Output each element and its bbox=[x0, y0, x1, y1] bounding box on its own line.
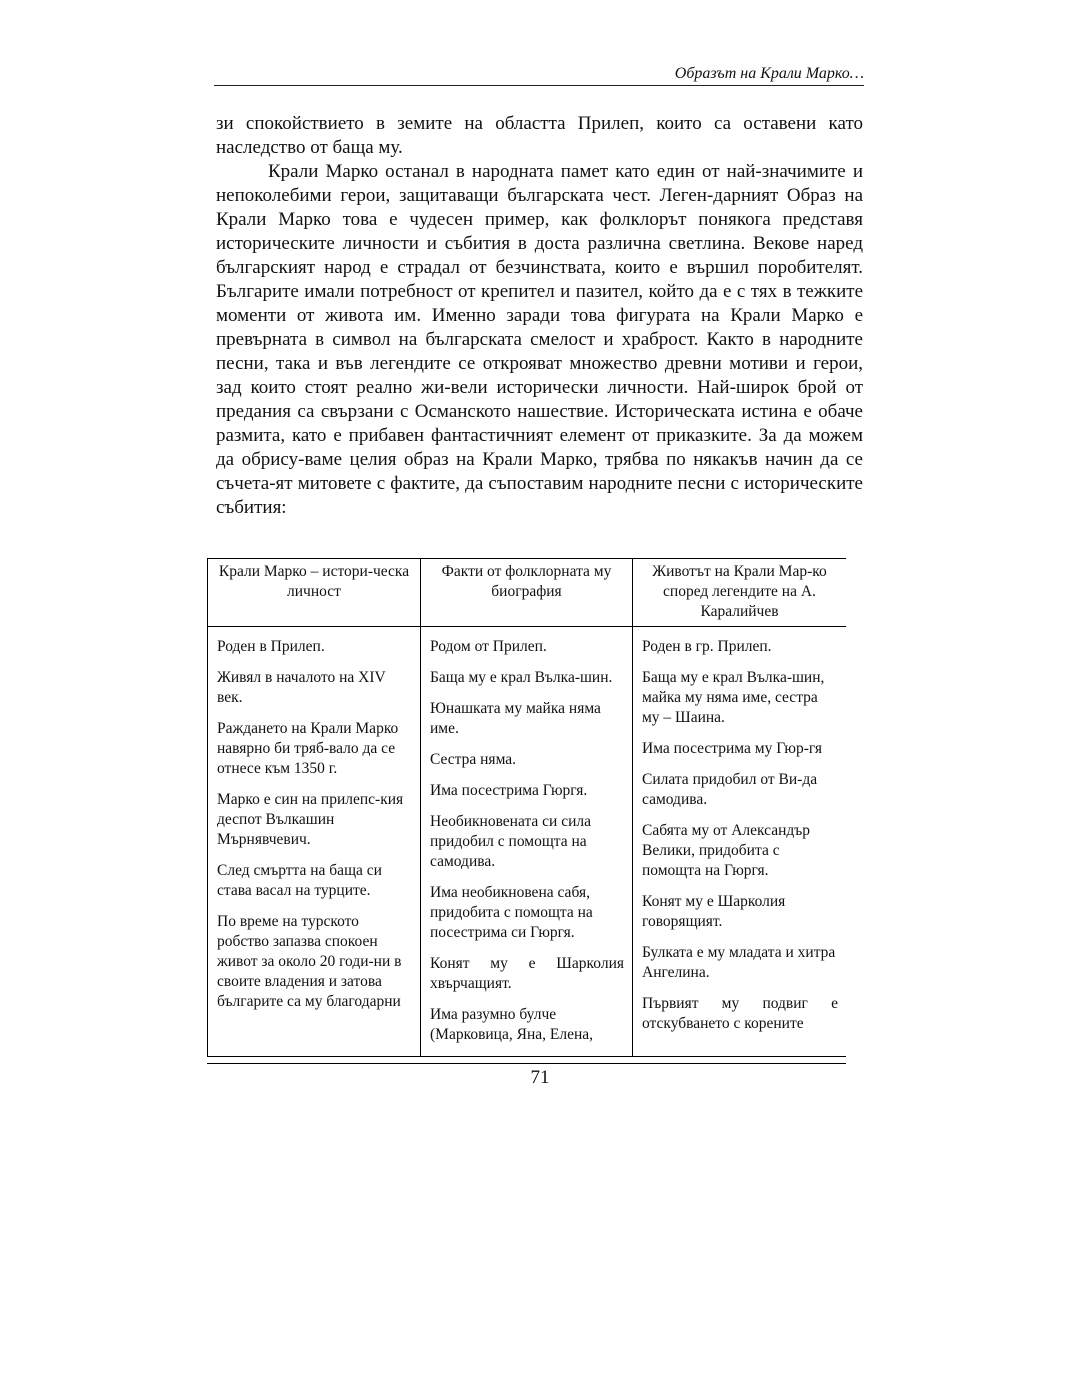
cell-entry: Има необикновена сабя, придобита с помощта на посестрима си Гюргя. bbox=[430, 884, 593, 941]
table-cell-historical bbox=[208, 627, 421, 1057]
cell-entry: Силата придобил от Ви-да самодива. bbox=[642, 771, 818, 808]
cell-entry: Роден в Прилеп. bbox=[217, 638, 325, 655]
column-header: Животът на Крали Мар-ко според легендите на А. Каралийчев bbox=[633, 559, 847, 627]
cell-entry: Конят му е Шарколия говорящият. bbox=[642, 893, 786, 930]
comparison-table bbox=[207, 558, 846, 1057]
cell-entry: Конят му е Шарколия хвърчащият. bbox=[430, 955, 624, 992]
cell-entry: По време на турското робство запазва спокоен живот за около 20 годи-ни в своите владения и затова българите са му благодарни bbox=[217, 913, 402, 1010]
cell-entry: След смъртта на баща си става васал на турците. bbox=[217, 862, 382, 899]
cell-entry: Марко е син на прилепс-кия деспот Вълкашин Мърнявчевич. bbox=[217, 791, 404, 848]
paragraph: зи спокойствието в земите на областта Прилеп, които са оставени като наследство от баща му. bbox=[216, 113, 863, 158]
running-head bbox=[214, 62, 864, 86]
cell-entry: Булката е му младата и хитра Ангелина. bbox=[642, 944, 836, 981]
table-cell-folklore bbox=[421, 627, 633, 1057]
cell-entry: Сабята му от Александър Велики, придобита с помощта на Гюргя. bbox=[642, 822, 811, 879]
cell-entry: Сестра няма. bbox=[430, 751, 517, 768]
cell-entry: Юнашката му майка няма име. bbox=[430, 700, 601, 737]
table-cell-legends bbox=[633, 627, 847, 1057]
cell-entry: Има посестрима му Гюр-гя bbox=[642, 740, 822, 757]
column-header: Факти от фолклорната му биография bbox=[421, 559, 633, 627]
cell-entry: Баща му е крал Вълка-шин, майка му няма име, сестра му – Шаина. bbox=[642, 669, 825, 726]
cell-entry: Баща му е крал Вълка-шин. bbox=[430, 669, 613, 686]
table-header-row bbox=[208, 559, 847, 627]
cell-entry: Има разумно булче (Марковица, Яна, Елена, bbox=[430, 1006, 593, 1043]
body-text bbox=[216, 112, 863, 520]
page-number: 71 bbox=[530, 1067, 550, 1088]
cell-entry: Родом от Прилеп. bbox=[430, 638, 547, 655]
cell-entry: Необикновената си сила придобил с помощта на самодива. bbox=[430, 813, 592, 870]
column-header: Крали Марко – истори-ческа личност bbox=[208, 559, 421, 627]
cell-entry: Раждането на Крали Марко навярно би тряб-вало да се отнесе към 1350 г. bbox=[217, 720, 399, 777]
comparison-table-container bbox=[207, 558, 846, 1064]
cell-entry: Роден в гр. Прилеп. bbox=[642, 638, 772, 655]
cell-entry: Има посестрима Гюргя. bbox=[430, 782, 588, 799]
paragraph: Крали Марко останал в народната памет като един от най-значимите и непоколебими герои, защитаващи българската чест. Леген-дарният Образ на Крали Марко това е чудесен пример, как фолклорът понякога представя историческите личности и събития в доста различна светлина. Векове наред българският народ е страдал от безчинствата, които е вършил поробителят. Българите имали потребност от крепител и пазител, който да е с тях в тежките моменти от живота им. Именно заради това фигурата на Крали Марко е превърната в символ на българската смелост и храброст. Както в народните песни, така и във легендите се открояват множество древни мотиви и герои, зад които стоят реално жи-вели исторически личности. Най-широк брой от предания са свързани с Османското нашествие. Историческата истина е обаче размита, като е прибавен фантастичният елемент от приказките. За да можем да обрису-ваме целия образ на Крали Марко, трябва по някакъв начин да се съчета-ят митовете с фактите, да съпоставим народните песни с историческите събития: bbox=[216, 161, 863, 518]
running-title: Образът на Крали Марко… bbox=[674, 65, 864, 82]
table-row bbox=[208, 627, 847, 1057]
cell-entry: Живял в началото на XIV век. bbox=[217, 669, 386, 706]
cell-entry: Първият му подвиг е отскубването с корените bbox=[642, 995, 838, 1032]
